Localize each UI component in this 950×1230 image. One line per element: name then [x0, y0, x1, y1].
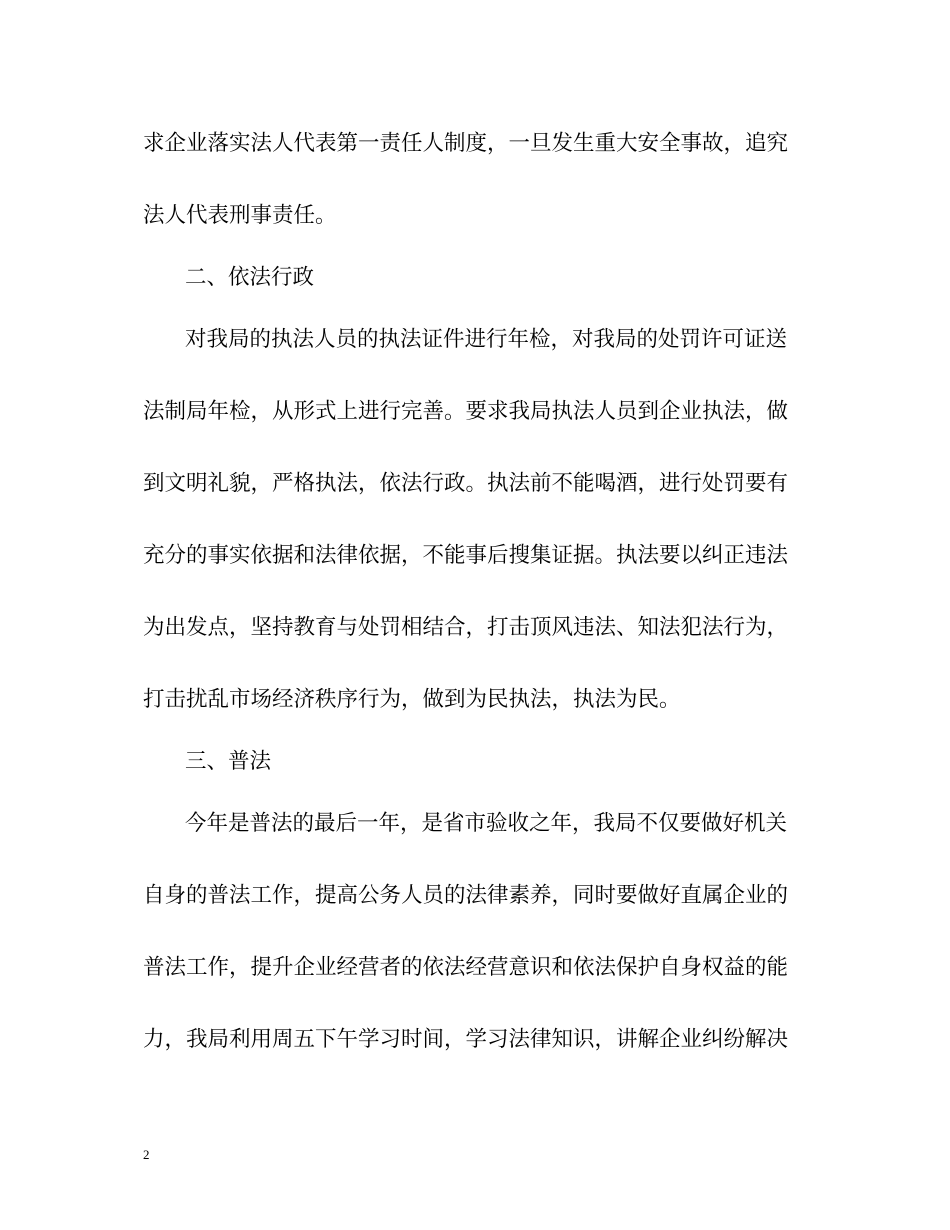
- section-heading-2: 三、普法: [185, 749, 272, 774]
- text-line-5: 法制局年检，从形式上进行完善。要求我局执法人员到企业执法，做: [143, 399, 789, 424]
- text-line-12: 自身的普法工作，提高公务人员的法律素养，同时要做好直属企业的: [143, 883, 789, 908]
- text-line-9: 打击扰乱市场经济秩序行为，做到为民执法，执法为民。: [143, 687, 681, 712]
- text-line-13: 普法工作，提升企业经营者的依法经营意识和依法保护自身权益的能: [143, 955, 789, 980]
- text-line-2: 法人代表刑事责任。: [143, 203, 337, 228]
- text-line-11: 今年是普法的最后一年，是省市验收之年，我局不仅要做好机关: [185, 811, 788, 836]
- text-line-4: 对我局的执法人员的执法证件进行年检，对我局的处罚许可证送: [185, 327, 788, 352]
- section-heading-1: 二、依法行政: [185, 265, 315, 290]
- text-line-8: 为出发点，坚持教育与处罚相结合，打击顶风违法、知法犯法行为，: [143, 615, 789, 640]
- page-number: 2: [143, 1147, 150, 1162]
- text-line-7: 充分的事实依据和法律依据，不能事后搜集证据。执法要以纠正违法: [143, 543, 789, 568]
- text-line-6: 到文明礼貌，严格执法，依法行政。执法前不能喝酒，进行处罚要有: [143, 471, 789, 496]
- text-line-1: 求企业落实法人代表第一责任人制度，一旦发生重大安全事故，追究: [143, 131, 789, 156]
- text-line-14: 力，我局利用周五下午学习时间，学习法律知识，讲解企业纠纷解决: [143, 1027, 789, 1052]
